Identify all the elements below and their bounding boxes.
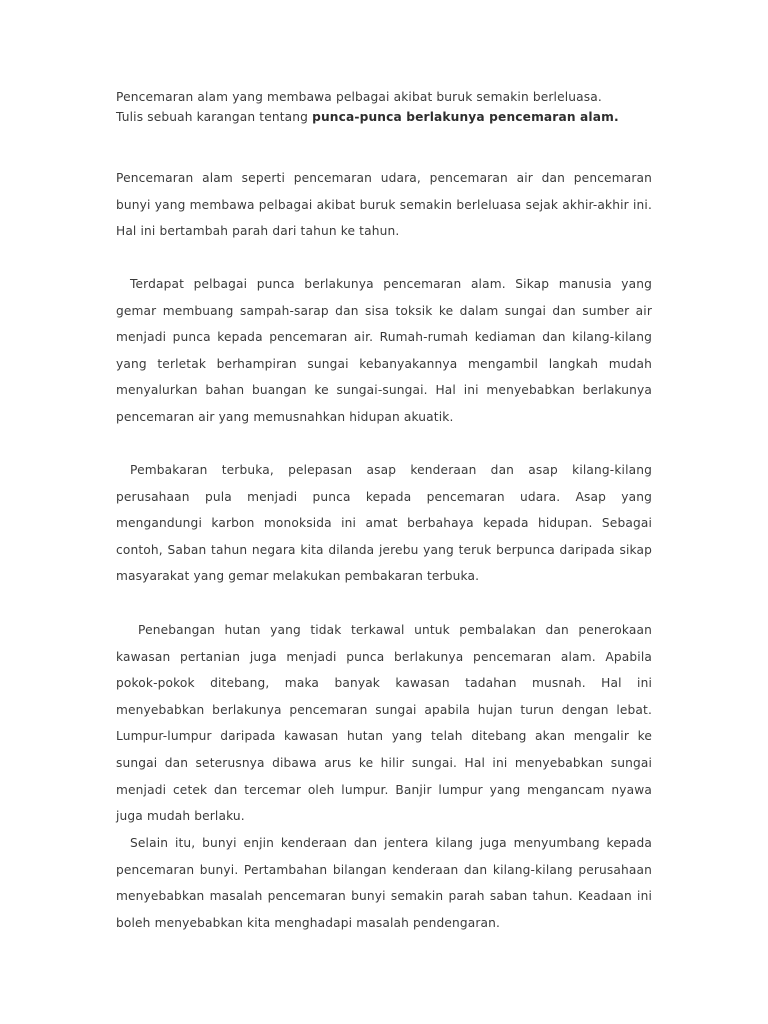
prompt-line-1: Pencemaran alam yang membawa pelbagai akibat buruk semakin berleluasa. <box>116 90 602 104</box>
prompt-line-2 <box>116 107 652 127</box>
paragraph-air-pollution <box>116 457 652 590</box>
prompt-instruction: Tulis sebuah karangan tentang <box>116 110 313 124</box>
paragraph-noise-pollution <box>116 830 652 936</box>
paragraph-deforestation <box>116 617 652 830</box>
essay-prompt <box>116 87 652 127</box>
paragraph-text: Penebangan hutan yang tidak terkawal untuk pembalakan dan penerokaan kawasan pertanian juga menjadi punca berlakunya pencemaran alam. Apabila pokok-pokok ditebang, maka banyak kawasan tadahan musnah. Hal ini menyebabkan berlakunya pencemaran sungai apabila hujan turun dengan lebat. Lumpur-lumpur daripada kawasan hutan yang telah ditebang akan mengalir ke sungai dan seterusnya dibawa arus ke hilir sungai. Hal ini menyebabkan sungai menjadi cetek dan tercemar oleh lumpur. Banjir lumpur yang mengancam nyawa juga mudah berlaku. <box>116 623 652 824</box>
paragraph-water-pollution <box>116 271 652 431</box>
prompt-topic: punca-punca berlakunya pencemaran alam. <box>312 110 619 124</box>
paragraph-text: Selain itu, bunyi enjin kenderaan dan jentera kilang juga menyumbang kepada pencemaran bunyi. Pertambahan bilangan kenderaan dan kilang-kilang perusahaan menyebabkan masalah pencemaran bunyi semakin parah saban tahun. Keadaan ini boleh menyebabkan kita menghadapi masalah pendengaran. <box>116 836 652 930</box>
paragraph-text: Pembakaran terbuka, pelepasan asap kenderaan dan asap kilang-kilang perusahaan pula menjadi punca kepada pencemaran udara. Asap yang mengandungi karbon monoksida ini amat berbahaya kepada hidupan. Sebagai contoh, Saban tahun negara kita dilanda jerebu yang teruk berpunca daripada sikap masyarakat yang gemar melakukan pembakaran terbuka. <box>116 463 652 584</box>
paragraph-text: Terdapat pelbagai punca berlakunya pencemaran alam. Sikap manusia yang gemar membuang sampah-sarap dan sisa toksik ke dalam sungai dan sumber air menjadi punca kepada pencemaran air. Rumah-rumah kediaman dan kilang-kilang yang terletak berhampiran sungai kebanyakannya mengambil langkah mudah menyalurkan bahan buangan ke sungai-sungai. Hal ini menyebabkan berlakunya pencemaran air yang memusnahkan hidupan akuatik. <box>116 277 652 424</box>
paragraph-introduction <box>116 165 652 245</box>
paragraph-text: Pencemaran alam seperti pencemaran udara, pencemaran air dan pencemaran bunyi yang membawa pelbagai akibat buruk semakin berleluasa sejak akhir-akhir ini. Hal ini bertambah parah dari tahun ke tahun. <box>116 171 652 239</box>
